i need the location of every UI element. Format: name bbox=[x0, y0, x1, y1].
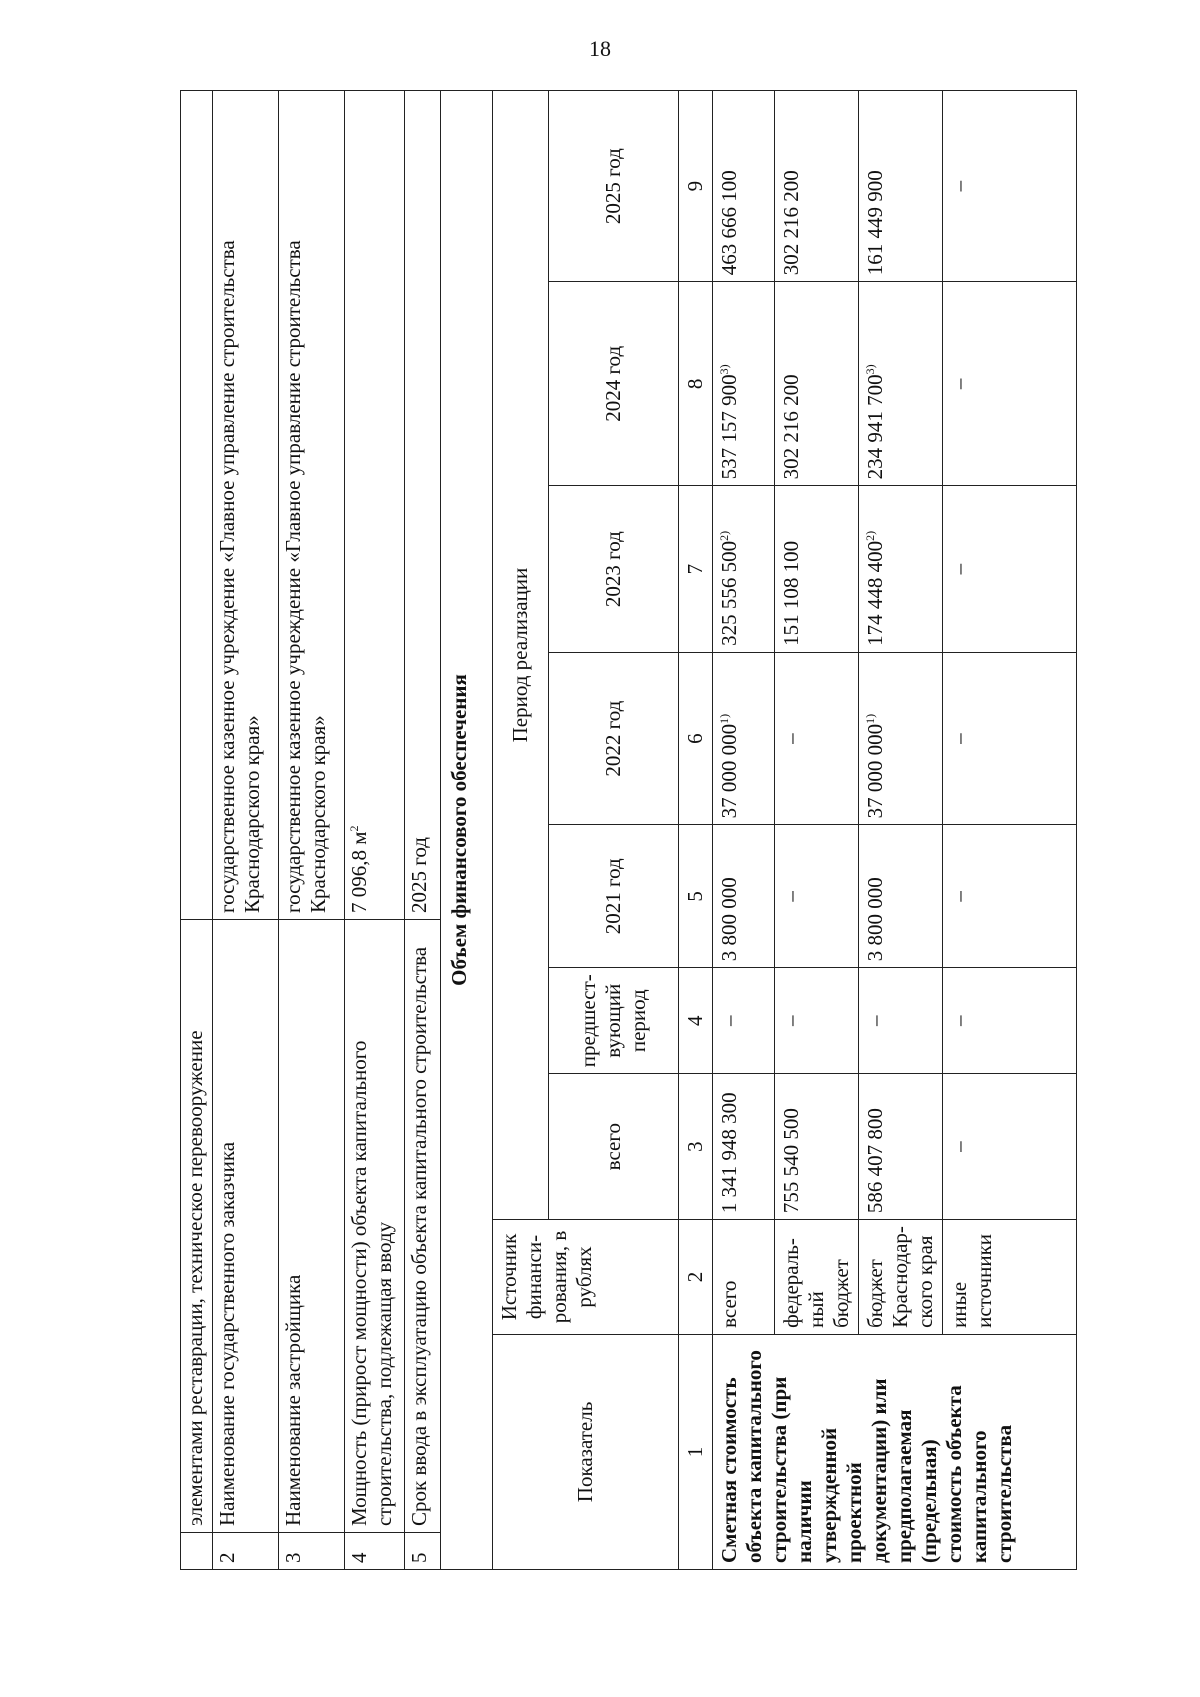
header-year-2022: 2022 год bbox=[549, 652, 679, 824]
table-row bbox=[213, 91, 279, 1570]
value-text: 234 941 700 bbox=[863, 374, 887, 480]
header-previous: предшест-вующий период bbox=[549, 968, 679, 1074]
value-text: 537 157 900 bbox=[717, 374, 741, 480]
value-2021: 3 800 000 bbox=[713, 825, 775, 968]
header-year-2021: 2021 год bbox=[549, 825, 679, 968]
footnote-mark: 1) bbox=[717, 713, 731, 724]
page-number: 18 bbox=[589, 36, 611, 61]
value-2024: – bbox=[943, 282, 1077, 486]
row-number: 2 bbox=[213, 1533, 279, 1570]
row-value bbox=[345, 91, 405, 920]
footnote-mark: 3) bbox=[717, 364, 731, 375]
value-2023 bbox=[713, 486, 775, 653]
value-previous: – bbox=[943, 968, 1077, 1074]
row-value: государственное казенное учреждение «Главное управление строительства Краснодарского края» bbox=[279, 91, 345, 920]
row-value bbox=[181, 91, 213, 920]
footnote-mark: 2) bbox=[863, 530, 877, 541]
row-number: 5 bbox=[405, 1533, 441, 1570]
column-number: 6 bbox=[679, 652, 713, 824]
column-number: 8 bbox=[679, 282, 713, 486]
value-previous: – bbox=[775, 968, 859, 1074]
value-superscript: 2 bbox=[347, 825, 361, 832]
header-year-2023: 2023 год bbox=[549, 486, 679, 653]
row-value: государственное казенное учреждение «Главное управление строительства Краснодарского края» bbox=[213, 91, 279, 920]
table-row bbox=[713, 91, 775, 1570]
value-2024 bbox=[713, 282, 775, 486]
value-total: – bbox=[943, 1074, 1077, 1220]
value-2022: – bbox=[775, 652, 859, 824]
column-number: 7 bbox=[679, 486, 713, 653]
column-number: 3 bbox=[679, 1074, 713, 1220]
footnote-mark: 3) bbox=[863, 364, 877, 375]
value-text: 37 000 000 bbox=[863, 723, 887, 819]
value-2024: 302 216 200 bbox=[775, 282, 859, 486]
value-previous: – bbox=[713, 968, 775, 1074]
value-2025: 161 449 900 bbox=[859, 91, 943, 282]
indicator-cell: Сметная стоимость объекта капитального строительства (при наличии утвержденной проектной документации) или предполагаемая (предельная) стоимость объекта капитального строительства bbox=[713, 1334, 1077, 1569]
value-2023: 151 108 100 bbox=[775, 486, 859, 653]
header-total: всего bbox=[549, 1074, 679, 1220]
header-source: Источник финанси-рования, в рублях bbox=[493, 1220, 679, 1335]
footnote-mark: 2) bbox=[717, 530, 731, 541]
table-row bbox=[181, 91, 213, 1570]
value-total: 586 407 800 bbox=[859, 1074, 943, 1220]
value-2022: – bbox=[943, 652, 1077, 824]
value-previous: – bbox=[859, 968, 943, 1074]
value-2025: 302 216 200 bbox=[775, 91, 859, 282]
source-cell: бюджет Краснодар-ского края bbox=[859, 1220, 943, 1335]
row-label: Наименование государственного заказчика bbox=[213, 920, 279, 1533]
column-number: 9 bbox=[679, 91, 713, 282]
row-label: Мощность (прирост мощности) объекта капитального строительства, подлежащая вводу bbox=[345, 920, 405, 1533]
value-2025: – bbox=[943, 91, 1077, 282]
value-text: 7 096,8 м bbox=[347, 831, 371, 913]
row-label: элементами реставрации, техническое перевооружение bbox=[181, 920, 213, 1533]
value-2023: – bbox=[943, 486, 1077, 653]
value-text: 37 000 000 bbox=[717, 723, 741, 819]
column-number: 4 bbox=[679, 968, 713, 1074]
object-info-table bbox=[180, 90, 441, 1570]
value-total: 755 540 500 bbox=[775, 1074, 859, 1220]
column-number-row bbox=[679, 91, 713, 1570]
source-cell: иные источники bbox=[943, 1220, 1077, 1335]
header-period: Период реализации bbox=[493, 91, 549, 1220]
footnote-mark: 1) bbox=[863, 713, 877, 724]
value-2021: – bbox=[775, 825, 859, 968]
column-number: 5 bbox=[679, 825, 713, 968]
header-year-2024: 2024 год bbox=[549, 282, 679, 486]
finance-section-title: Объем финансового обеспечения bbox=[441, 90, 492, 1570]
value-2021: 3 800 000 bbox=[859, 825, 943, 968]
value-text: 174 448 400 bbox=[863, 540, 887, 646]
value-total: 1 341 948 300 bbox=[713, 1074, 775, 1220]
table-row bbox=[279, 91, 345, 1570]
table-row bbox=[345, 91, 405, 1570]
source-cell: всего bbox=[713, 1220, 775, 1335]
value-2025: 463 666 100 bbox=[713, 91, 775, 282]
header-indicator: Показатель bbox=[493, 1334, 679, 1569]
row-number bbox=[181, 1533, 213, 1570]
row-label: Наименование застройщика bbox=[279, 920, 345, 1533]
header-row bbox=[493, 91, 549, 1570]
value-text: 325 556 500 bbox=[717, 540, 741, 646]
column-number: 1 bbox=[679, 1334, 713, 1569]
value-2024 bbox=[859, 282, 943, 486]
row-value: 2025 год bbox=[405, 91, 441, 920]
row-label: Срок ввода в эксплуатацию объекта капитального строительства bbox=[405, 920, 441, 1533]
finance-table bbox=[492, 90, 1077, 1570]
rotated-content bbox=[180, 90, 1080, 1570]
header-year-2025: 2025 год bbox=[549, 91, 679, 282]
row-number: 4 bbox=[345, 1533, 405, 1570]
value-2022 bbox=[859, 652, 943, 824]
value-2021: – bbox=[943, 825, 1077, 968]
value-2023 bbox=[859, 486, 943, 653]
source-cell: федераль-ный бюджет bbox=[775, 1220, 859, 1335]
row-number: 3 bbox=[279, 1533, 345, 1570]
column-number: 2 bbox=[679, 1220, 713, 1335]
value-2022 bbox=[713, 652, 775, 824]
table-row bbox=[405, 91, 441, 1570]
